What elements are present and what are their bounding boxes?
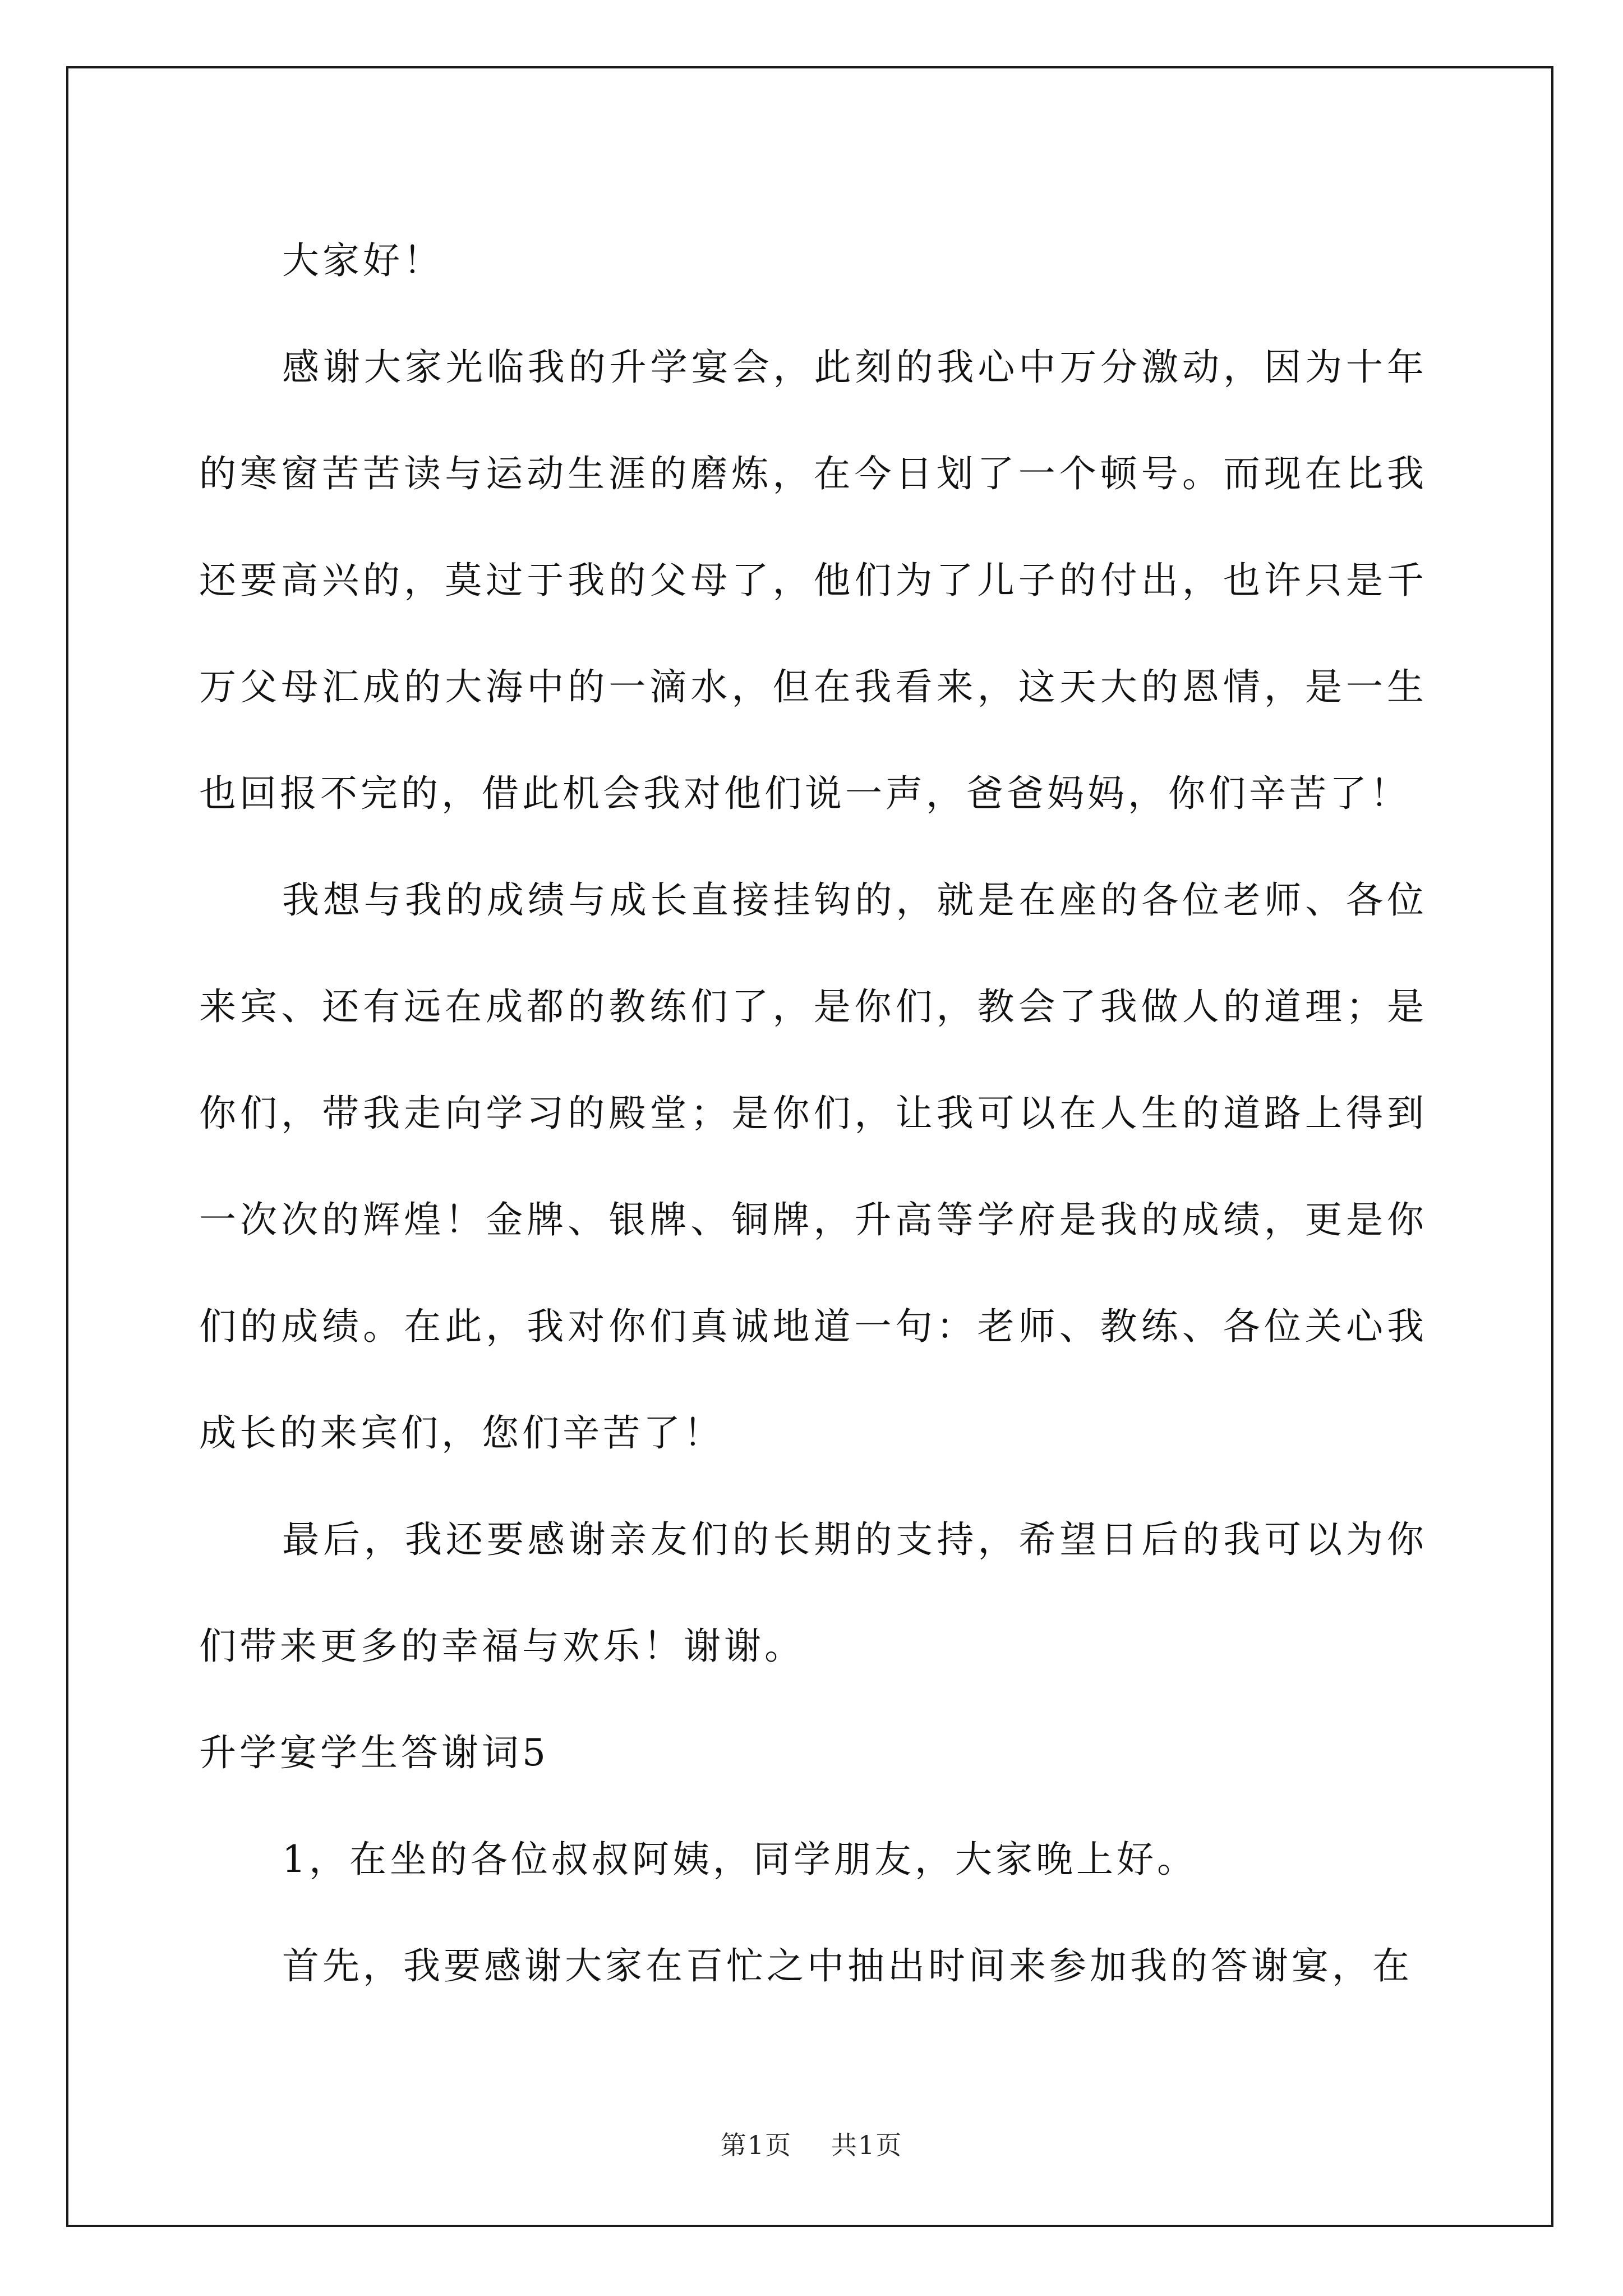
body-paragraph-1: 感谢大家光临我的升学宴会，此刻的我心中万分激动，因为十年的寒窗苦苦读与运动生涯的磨炼，在今日划了一个顿号。而现在比我还要高兴的，莫过于我的父母了，他们为了儿子的付出，也许只是千万父母汇成的大海中的一滴水，但在我看来，这天大的恩情，是一生也回报不完的，借此机会我对他们说一声，爸爸妈妈，你们辛苦了！ <box>199 346 1427 815</box>
page-number-total: 共1页 <box>831 2130 903 2160</box>
body-paragraph-5: 首先，我要感谢大家在百忙之中抽出时间来参加我的答谢宴，在 <box>282 1944 1413 1987</box>
body-paragraph-2: 我想与我的成绩与成长直接挂钩的，就是在座的各位老师、各位来宾、还有远在成都的教练们了，是你们，教会了我做人的道理；是你们，带我走向学习的殿堂；是你们，让我可以在人生的道路上得到一次次的辉煌！金牌、银牌、铜牌，升高等学府是我的成绩，更是你们的成绩。在此，我对你们真诚地道一句：老师、教练、各位关心我成长的来宾们，您们辛苦了！ <box>199 878 1427 1455</box>
body-paragraph-3: 最后，我还要感谢亲友们的长期的支持，希望日后的我可以为你们带来更多的幸福与欢乐！谢谢。 <box>199 1518 1427 1668</box>
section-heading: 升学宴学生答谢词5 <box>199 1731 549 1774</box>
body-paragraph-4: 1，在坐的各位叔叔阿姨，同学朋友，大家晚上好。 <box>282 1838 1197 1881</box>
document-body <box>199 208 1427 2019</box>
page-footer <box>0 2125 1623 2162</box>
page-number-current: 第1页 <box>720 2130 792 2160</box>
greeting-paragraph: 大家好！ <box>282 239 444 282</box>
